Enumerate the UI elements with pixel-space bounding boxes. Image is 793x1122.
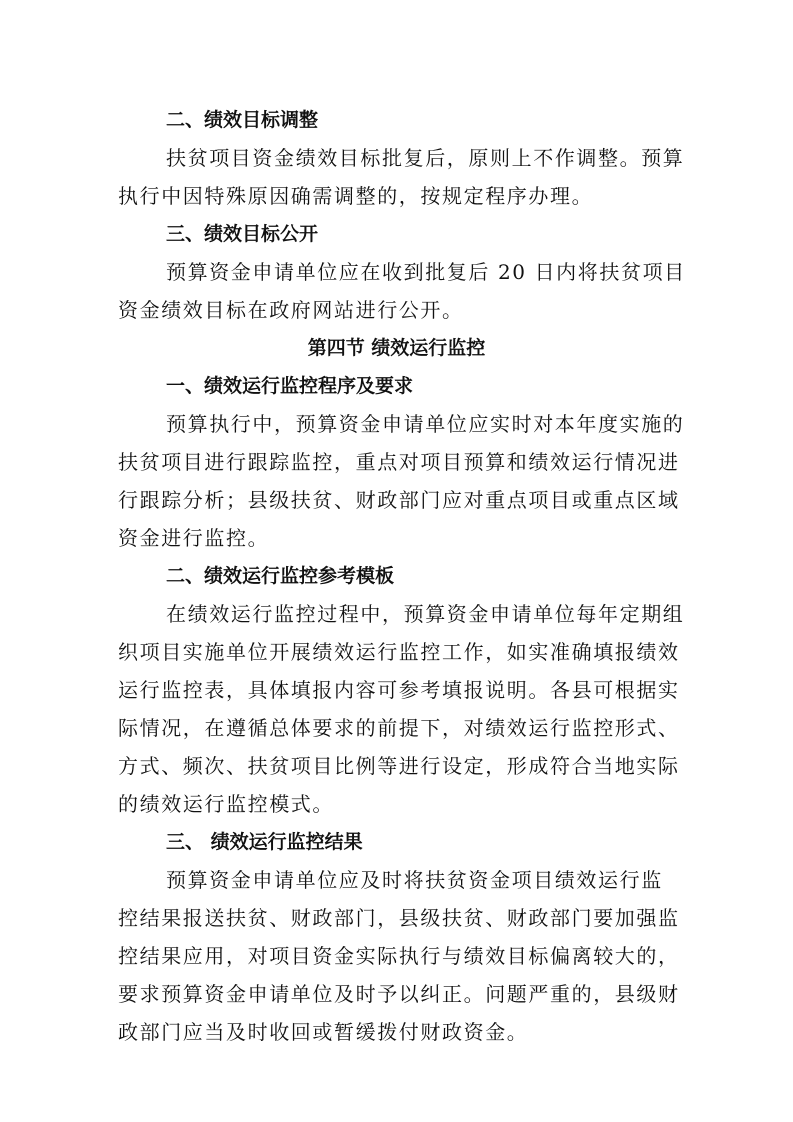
paragraph-line: 预算执行中，预算资金申请单位应实时对本年度实施的: [166, 412, 685, 436]
section-title: 第四节 绩效运行监控: [307, 337, 486, 359]
heading-adjust-goals: 二、绩效目标调整: [166, 109, 319, 131]
paragraph-line: 资金进行监控。: [118, 526, 270, 550]
paragraph-line: 扶贫项目进行跟踪监控，重点对项目预算和绩效运行情况进: [118, 450, 680, 474]
paragraph-line: 预算资金申请单位应及时将扶贫资金项目绩效运行监: [166, 868, 663, 892]
paragraph-line: 的绩效运行监控模式。: [118, 792, 334, 816]
paragraph-line: 扶贫项目资金绩效目标批复后，原则上不作调整。预算: [166, 146, 685, 170]
paragraph-line: 政部门应当及时收回或暂缓拨付财政资金。: [118, 1020, 529, 1044]
paragraph-line: 控结果报送扶贫、财政部门，县级扶贫、财政部门要加强监: [118, 906, 680, 930]
paragraph-line: 方式、频次、扶贫项目比例等进行设定，形成符合当地实际: [118, 754, 680, 778]
paragraph-line: 要求预算资金申请单位及时予以纠正。问题严重的，县级财: [118, 982, 680, 1006]
paragraph-line: 资金绩效目标在政府网站进行公开。: [118, 298, 464, 322]
heading-monitoring-results: 三、 绩效运行监控结果: [166, 831, 363, 853]
paragraph-line: 在绩效运行监控过程中，预算资金申请单位每年定期组: [166, 602, 685, 626]
paragraph-line: 织项目实施单位开展绩效运行监控工作，如实准确填报绩效: [118, 640, 680, 664]
heading-monitoring-procedure: 一、绩效运行监控程序及要求: [166, 375, 414, 397]
paragraph-line: 运行监控表，具体填报内容可参考填报说明。各县可根据实: [118, 678, 680, 702]
heading-publish-goals: 三、绩效目标公开: [166, 223, 319, 245]
heading-monitoring-template: 二、绩效运行监控参考模板: [166, 565, 395, 587]
paragraph-line: 控结果应用，对项目资金实际执行与绩效目标偏离较大的，: [118, 944, 680, 968]
paragraph-line: 际情况，在遵循总体要求的前提下，对绩效运行监控形式、: [118, 716, 680, 740]
paragraph-line: 预算资金申请单位应在收到批复后 20 日内将扶贫项目: [166, 260, 686, 284]
paragraph-line: 行跟踪分析；县级扶贫、财政部门应对重点项目或重点区域: [118, 488, 680, 512]
paragraph-line: 执行中因特殊原因确需调整的，按规定程序办理。: [118, 184, 594, 208]
